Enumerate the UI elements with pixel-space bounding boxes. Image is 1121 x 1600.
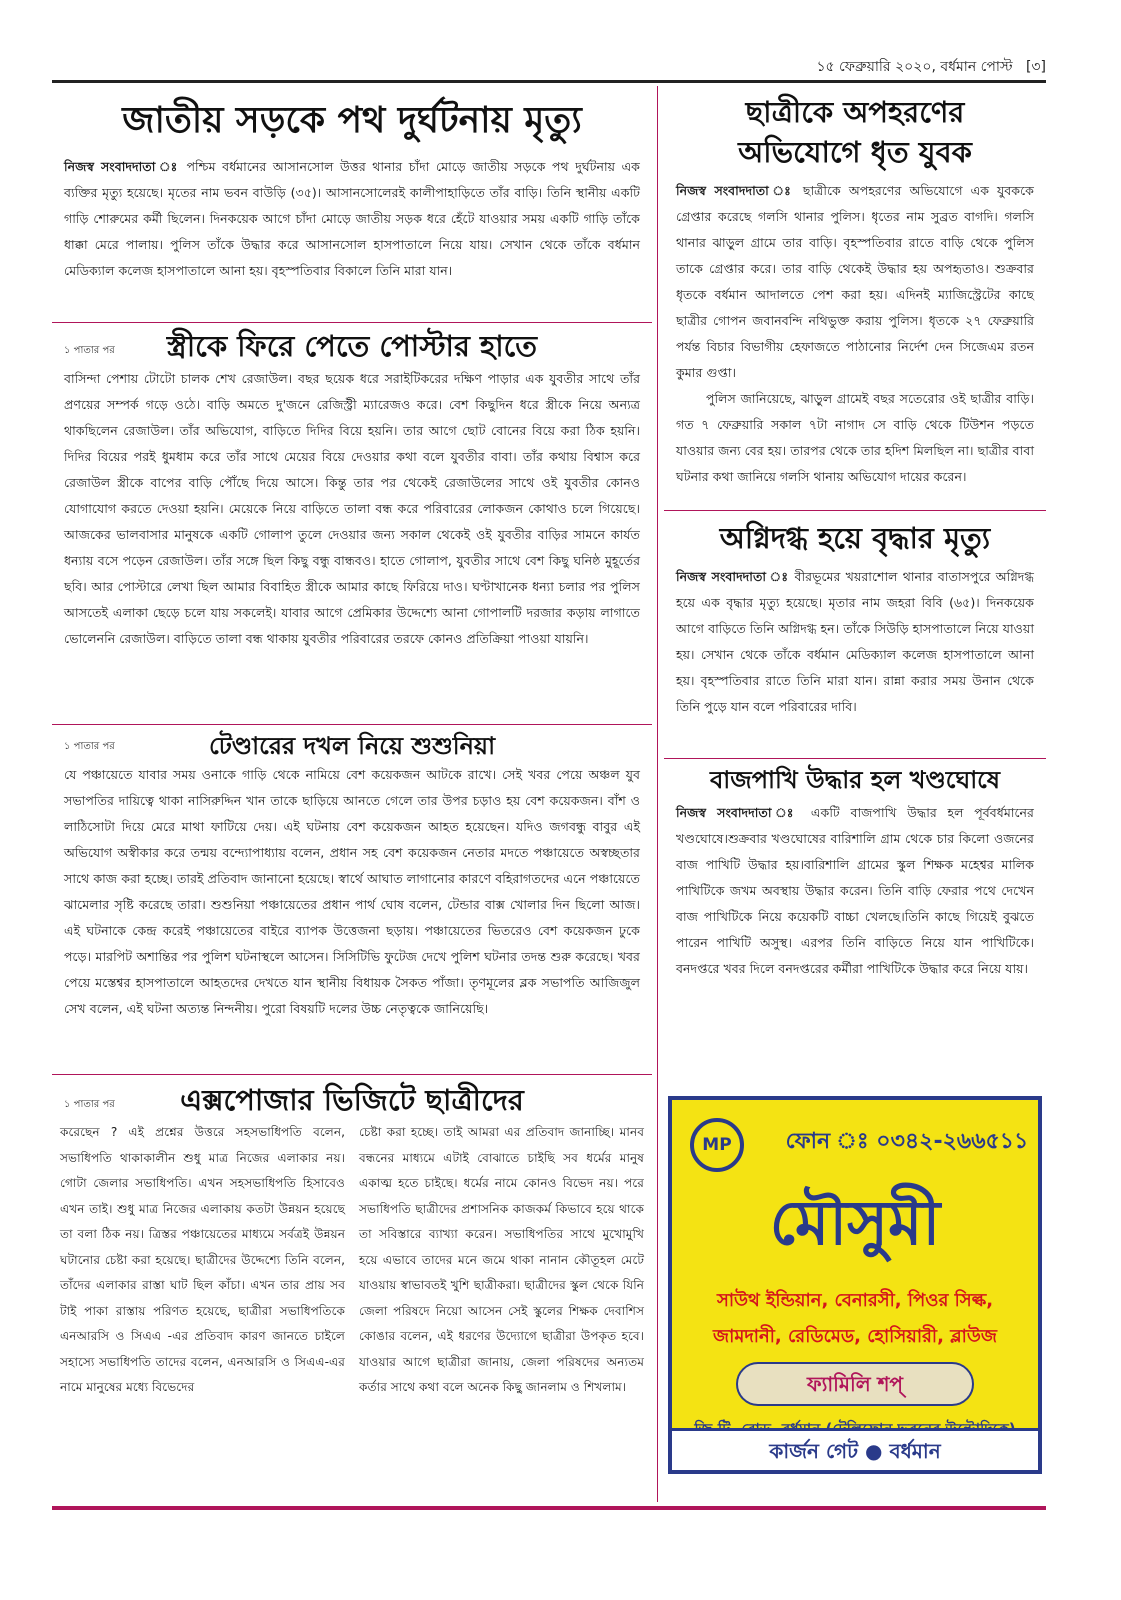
headline-line-1: ছাত্রীকে অপহরণের	[745, 95, 965, 129]
article-road-accident	[52, 86, 652, 318]
headline: জাতীয় সড়কে পথ দুর্ঘটনায় মৃত্যু	[122, 99, 582, 141]
body-text: যে পঞ্চায়েতে যাবার সময় ওনাকে গাড়ি থেকে নামিয়ে বেশ কয়েকজন আটকে রাখে। সেই খবর পেয়ে অঞ্চল যুব সভাপতির দায়িত্বে থাকা নাসিরুদ্দিন খান তাকে ছাড়িয়ে আনতে গেলে তার উপর চড়াও হয় বেশ কয়েকজন। বাঁশ ও লাঠিসোটা দিয়ে মেরে মাথা ফাটিয়ে দেয়। এই ঘটনায় বেশ কয়েকজন আহত হয়েছেন। যদিও জগবন্ধু বাবুর এই অভিযোগ অস্বীকার করে তন্ময় বন্দ্যোপাধ্যায় বলেন, প্রধান সহ বেশ কয়েকজন নেতার মদতে পঞ্চায়েতে অস্বচ্ছতার সাথে কাজ করা হচ্ছে। তারই প্রতিবাদ জানানো হয়েছে। স্বার্থে আঘাত লাগানোর কারণে বহিরাগতদের এনে পঞ্চায়েতে ঝামেলার সৃষ্টি করেছে তারা। শুশুনিয়া পঞ্চায়েতের প্রধান পার্থ ঘোষ বলেন, টেন্ডার বাক্স খোলার দিন ছিলো আজ। এই ঘটনাকে কেন্দ্র করেই পঞ্চায়েতের বাইরে ব্যাপক উত্তেজনা ছড়ায়। পঞ্চায়েতের ভিতরেও বেশ কয়েকজন ঢুকে পড়ে। মারপিট অশান্তির পর পুলিশ ঘটনাস্থলে আসেন। সিসিটিভি ফুটেজ দেখে পুলিশ ঘটনার তদন্ত শুরু করেছে। খবর পেয়ে মস্তেশ্বর হাসপাতালে আহতদের দেখতে যান স্থানীয় বিধায়ক সৈকত পাঁজা। তৃণমূলের ব্লক সভাপতি আজিজুল সেখ বলেন, এই ঘটনা অত্যন্ত নিন্দনীয়। পুরো বিষয়টি দলের উচ্চ নেতৃত্বকে জানিয়েছি।	[64, 767, 640, 1016]
body-text: একটি বাজপাখি উদ্ধার হল পূর্ববর্ধমানের খণ্ডঘোষে।শুক্রবার খণ্ডঘোষের বারিশালি গ্রাম থেকে চার কিলো ওজনের বাজ পাখিটি উদ্ধার হয়।বারিশালি গ্রামের স্কুল শিক্ষক মহেশ্বর মালিক পাখিটিকে জখম অবস্থায় উদ্ধার করেন। তিনি বাড়ি ফেরার পথে দেখেন বাজ পাখিটিকে নিয়ে কয়েকটি বাচ্চা খেলছে।তিনি কাছে গিয়েই বুঝতে পারেন পাখিটি অসুস্থ। এরপর তিনি বাড়িতে নিয়ে যান পাখিটিকে। বনদপ্তরে খবর দিলে বনদপ্তরের কর্মীরা পাখিটিকে উদ্ধার করে নিয়ে যায়।	[676, 805, 1034, 976]
body-text-left: করেছেন ? এই প্রশ্নের উত্তরে সহসভাধিপতি বলেন, সভাধিপতি থাকাকালীন শুধু মাত্র নিজের এলাকার নয়। গোটা জেলার সভাধিপতি। এখন সহসভাধিপতি হিসাবেও এখন তাই। শুধু মাত্র নিজের এলাকায় কতটা উন্নয়ন হয়েছে তা বলা ঠিক নয়। ত্রিস্তর পঞ্চায়েতের মাধ্যমে সর্বত্রই উন্নয়ন ঘটানোর চেষ্টা করা হয়েছে। ছাত্রীদের উদ্দেশ্যে তিনি বলেন, তাঁদের এলাকার রাস্তা ঘাট ছিল কাঁচা। এখন তার প্রায় সব টাই পাকা রাস্তায় পরিণত হয়েছে, ছাত্রীরা সভাধিপতিকে এনআরসি ও সিএএ -এর প্রতিবাদ কারণ জানতে চাইলে সহাস্যে সভাধিপতি তাদের বলেন, এনআরসি ও সিএএ-এর নামে মানুষের মধ্যে বিভেদের	[60, 1125, 345, 1394]
ad-brand-name: মৌসুমী	[769, 1186, 941, 1259]
body-text-right: চেষ্টা করা হচ্ছে। তাই আমরা এর প্রতিবাদ জানাচ্ছি। মানব বন্ধনের মাধ্যমে এটাই বোঝাতে চাইছি সব ধর্মের মানুষ একাত্ম হতে চাইছে। ধর্মের নামে কোনও বিভেদ নয়। পরে সভাধিপতি ছাত্রীদের প্রশাসনিক কাজকর্ম কিভাবে হয়ে থাকে তা সবিস্তারে ব্যাখ্যা করেন। সভাধিপতির সাথে মুখোমুখি হয়ে এভাবে তাদের মনে জমে থাকা নানান কৌতূহল মেটে যাওয়ায় স্বাভাবতই খুশি ছাত্রীকরা। ছাত্রীদের স্কুল থেকে যিনি জেলা পরিষদে নিয়ো আসেন সেই স্কুলের শিক্ষক দেবাশিস কোঙার বলেন, এই ধরণের উদ্যোগে ছাত্রীরা উপকৃত হবে। যাওয়ার আগে ছাত্রীরা জানায়, জেলা পরিষদের অন্যতম কর্তার সাথে কথা বলে অনেক কিছু জানলাম ও শিখলাম।	[359, 1125, 644, 1394]
article-abduction	[664, 86, 1046, 506]
two-column-body	[52, 1120, 652, 1401]
body-text: বীরভূমের খয়রাশোল থানার বাতাসপুরে অগ্নিদগ্ধ হয়ে এক বৃদ্ধার মৃত্যু হয়েছে। মৃতার নাম জহরা বিবি (৬৫)। দিনকয়েক আগে বাড়িতে তিনি অগ্নিদগ্ধ হন। তাঁকে সিউড়ি হাসপাতালে নিয়ে যাওয়া হয়। সেখান থেকে তাঁকে বর্ধমান মেডিক্যাল কলেজ হাসপাতালে আনা হয়। বৃহস্পতিবার রাতে তিনি মারা যান। রান্না করার সময় উনান থেকে তিনি পুড়ে যান বলে পরিবারের দাবি।	[676, 569, 1034, 714]
article-divider	[52, 322, 652, 323]
article-exposure-visit	[52, 1080, 652, 1502]
headline: বাজপাখি উদ্ধার হল খণ্ডঘোষে	[709, 765, 1001, 794]
article-body	[664, 800, 1046, 982]
article-divider	[664, 758, 1046, 759]
article-divider	[52, 1074, 652, 1075]
body-text: পশ্চিম বর্ধমানের আসানসোল উত্তর থানার চাঁদা মোড়ে জাতীয় সড়কে পথ দুর্ঘটনায় এক ব্যক্তির মৃত্যু হয়েছে। মৃতের নাম ভবন বাউড়ি (৩৫)। আসানসোলেরই কালীপাহাড়িতে তাঁর বাড়ি। তিনি স্থানীয় একটি গাড়ি শোরুমের কর্মী ছিলেন। দিনকয়েক আগে চাঁদা মোড়ে জাতীয় সড়ক ধরে হেঁটে যাওয়ার সময় একটি গাড়ি তাঁকে ধাক্কা মেরে পালায়। পুলিস তাঁকে উদ্ধার করে আসানসোল হাসপাতালে নিয়ে যায়। সেখান থেকে তাঁকে বর্ধমান মেডিক্যাল কলেজ হাসপাতালে আনা হয়। বৃহস্পতিবার বিকালে তিনি মারা যান।	[64, 159, 640, 278]
header-rule	[52, 80, 1046, 83]
article-body	[664, 564, 1046, 720]
page-number: [৩]	[1025, 59, 1046, 75]
headline: এক্সপোজার ভিজিটে ছাত্রীদের	[180, 1083, 524, 1117]
continued-label: ১ পাতার পর	[64, 1099, 115, 1110]
continued-label: ১ পাতার পর	[64, 741, 115, 752]
page-header	[52, 56, 1046, 78]
headline: টেণ্ডারের দখল নিয়ে শুশুনিয়া	[208, 731, 496, 760]
ad-family-shop-badge: ফ্যামিলি শপ্	[736, 1362, 974, 1406]
advertisement[interactable]	[668, 1096, 1042, 1474]
byline: নিজস্ব সংবাদদাতা ঃ	[676, 569, 790, 584]
headline: অগ্নিদগ্ধ হয়ে বৃদ্ধার মৃত্যু	[719, 521, 991, 555]
byline: নিজস্ব সংবাদদাতা ঃ	[64, 159, 180, 174]
continued-label: ১ পাতার পর	[64, 345, 115, 356]
column-divider	[657, 86, 658, 1502]
right-column	[664, 86, 1046, 1502]
brand-logo-icon: MP	[690, 1118, 744, 1172]
headline-row	[52, 730, 652, 762]
headline-line-2: অভিযোগে ধৃত যুবক	[738, 135, 972, 169]
article-hawk-rescue	[664, 764, 1046, 1088]
ad-phone: ফোন ঃ ০৩৪২-২৬৬৫১১	[785, 1129, 1029, 1154]
article-divider	[664, 510, 1046, 511]
ad-products-line-2: জামদানী, রেডিমেড, হোসিয়ারী, ব্লাউজ	[713, 1326, 997, 1347]
article-poster	[52, 326, 652, 720]
article-burn-death	[664, 518, 1046, 754]
article-tender	[52, 730, 652, 1068]
bottom-rule	[52, 1506, 1046, 1510]
body-text-2: পুলিস জানিয়েছে, ঝাড়ুল গ্রামেই বছর সতেরোর ওই ছাত্রীর বাড়ি। গত ৭ ফেব্রুয়ারি সকাল ৭টা নাগাদ সে বাড়ি থেকে টিউশন পড়তে যাওয়ার জন্য বের হয়। তারপর থেকে তার হদিশ মিলছিল না। ছাত্রীর বাবা ঘটনার কথা জানিয়ে গলসি থানায় অভিযোগ দায়ের করেন।	[676, 391, 1034, 484]
article-body	[52, 154, 652, 284]
ad-products-line-1: সাউথ ইন্ডিয়ান, বেনারসী, পিওর সিল্ক,	[716, 1290, 994, 1311]
article-divider	[52, 724, 652, 725]
body-text: বাসিন্দা পেশায় টোটো চালক শেখ রেজাউল। বছর ছয়েক ধরে সরাইটিকরের দক্ষিণ পাড়ার এক যুবতীর সাথে তাঁর প্রণয়ের সম্পর্ক গড়ে ওঠে। বাড়ি অমতে দু'জনে রেজিস্ট্রী ম্যারেজও করে। বেশ কিছুদিন ধরে স্ত্রীকে নিয়ে অন্যত্র থাকছিলেন রেজাউল। তাঁর অভিযোগ, বাড়িতে দিদির বিয়ে হয়নি। তার আগে ছোট বোনের বিয়ে করা ঠিক হয়নি। দিদির বিয়ের পরই ধুমধাম করে তাঁর সাথে মেয়ের বিয়ে দেওয়ার কথা বলে যুবতীর বাবা। তাঁর কথায় বিশ্বাস করে রেজাউল স্ত্রীকে বাপের বাড়ি পৌঁছে দিয়ে আসে। কিন্তু তার পর থেকেই রেজাউলের সাথে ওই যুবতীর কোনও যোগাযোগ করতে দেওয়া হয়নি। মেয়েকে নিয়ে বাড়িতে তালা বন্ধ করে পরিবারের লোকজন কোথাও চলে গিয়েছে। আজকের ভালবাসার মানুষকে একটি গোলাপ তুলে দেওয়ার জন্য সকাল থেকেই ওই যুবতীর বাড়ির সামনে কার্যত ধন্যায় বসে পড়েন রেজাউল। তাঁর সঙ্গে ছিল কিছু বন্ধু বান্ধবও। হাতে গোলাপ, যুবতীর সাথে বেশ কিছু ঘনিষ্ঠ মুহূর্তের ছবি। আর পোস্টারে লেখা ছিল আমার বিবাহিত স্ত্রীকে আমার কাছে ফিরিয়ে দাও। ঘণ্টাখানেক ধন্যা চলার পর পুলিস আসতেই এলাকা ছেড়ে চলে যায় সকলেই। যাবার আগে প্রেমিকার উদ্দেশ্যে আনা গোপালটি দরজার কড়ায় লাগাতে ভোলেননি রেজাউল। বাড়িতে তালা বন্ধ থাকায় যুবতীর পরিবারের তরফে কোনও প্রতিক্রিয়া পাওয়া যায়নি।	[64, 371, 640, 646]
article-body	[664, 178, 1046, 386]
ad-footer: কার্জন গেট ● বর্ধমান	[672, 1428, 1038, 1470]
byline: নিজস্ব সংবাদদাতা ঃ	[676, 805, 801, 820]
date-line: ১৫ ফেব্রুয়ারি ২০২০, বর্ধমান পোস্ট	[816, 59, 1013, 75]
body-text: ছাত্রীকে অপহরণের অভিযোগে এক যুবককে গ্রেপ্তার করেছে গলসি থানার পুলিস। ধৃতের নাম সুব্রত বাগদি। গলসি থানার ঝাড়ুল গ্রামে তার বাড়ি। বৃহস্পতিবার রাতে বাড়ি থেকে পুলিস তাকে গ্রেপ্তার করে। তার বাড়ি থেকেই উদ্ধার হয় অপহৃতাও। শুক্রবার ধৃতকে বর্ধমান আদালতে পেশ করা হয়। এদিনই ম্যাজিস্ট্রেটের কাছে ছাত্রীর গোপন জবানবন্দি নথিভুক্ত করায় পুলিস। ধৃতকে ২৭ ফেব্রুয়ারি পর্যন্ত বিচার বিভাগীয় হেফাজতে পাঠানোর নির্দেশ দেন সিজেএম রতন কুমার গুপ্তা।	[676, 183, 1034, 380]
byline: নিজস্ব সংবাদদাতা ঃ	[676, 183, 795, 198]
left-column	[52, 86, 652, 1502]
headline-row	[52, 1080, 652, 1120]
headline-row	[52, 326, 652, 366]
headline: স্ত্রীকে ফিরে পেতে পোস্টার হাতে	[166, 329, 538, 363]
